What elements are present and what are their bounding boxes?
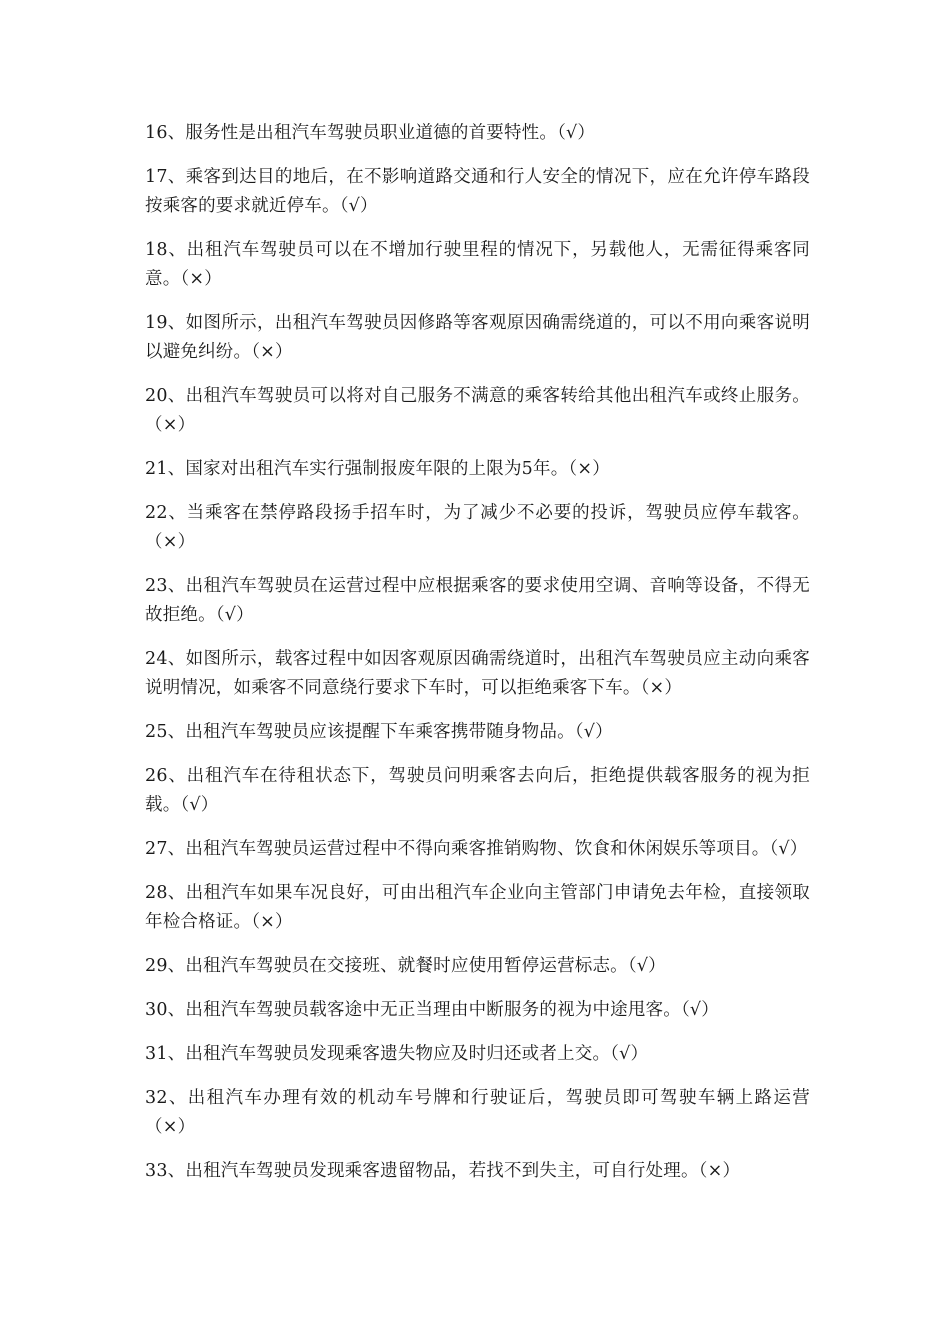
question-27: 27、出租汽车驾驶员运营过程中不得向乘客推销购物、饮食和休闲娱乐等项目。（√） <box>145 839 808 859</box>
question-17: 17、乘客到达目的地后，在不影响道路交通和行人安全的情况下，应在允许停车路段按乘客的要求就近停车。（√） <box>145 167 810 216</box>
question-16: 16、服务性是出租汽车驾驶员职业道德的首要特性。（√） <box>145 123 596 143</box>
question-25: 25、出租汽车驾驶员应该提醒下车乘客携带随身物品。（√） <box>145 722 613 742</box>
question-26: 26、出租汽车在待租状态下，驾驶员问明乘客去向后，拒绝提供载客服务的视为拒载。（√） <box>145 766 810 815</box>
question-24: 24、如图所示，载客过程中如因客观原因确需绕道时，出租汽车驾驶员应主动向乘客说明情况，如乘客不同意绕行要求下车时，可以拒绝乘客下车。（×） <box>145 649 810 698</box>
question-33: 33、出租汽车驾驶员发现乘客遗留物品，若找不到失主，可自行处理。（×） <box>145 1161 741 1181</box>
question-31: 31、出租汽车驾驶员发现乘客遗失物应及时归还或者上交。（√） <box>145 1044 649 1064</box>
question-30: 30、出租汽车驾驶员载客途中无正当理由中断服务的视为中途甩客。（√） <box>145 1000 719 1020</box>
question-21: 21、国家对出租汽车实行强制报废年限的上限为5年。（×） <box>145 459 610 479</box>
question-22: 22、当乘客在禁停路段扬手招车时，为了减少不必要的投诉，驾驶员应停车载客。（×） <box>145 503 810 552</box>
question-list <box>145 119 810 1201</box>
question-18: 18、出租汽车驾驶员可以在不增加行驶里程的情况下，另载他人，无需征得乘客同意。（×） <box>145 240 810 289</box>
question-20: 20、出租汽车驾驶员可以将对自己服务不满意的乘客转给其他出租汽车或终止服务。（×） <box>145 386 810 435</box>
question-32: 32、出租汽车办理有效的机动车号牌和行驶证后，驾驶员即可驾驶车辆上路运营（×） <box>145 1088 810 1137</box>
question-29: 29、出租汽车驾驶员在交接班、就餐时应使用暂停运营标志。（√） <box>145 956 666 976</box>
question-23: 23、出租汽车驾驶员在运营过程中应根据乘客的要求使用空调、音响等设备，不得无故拒绝。（√） <box>145 576 810 625</box>
question-19: 19、如图所示，出租汽车驾驶员因修路等客观原因确需绕道的，可以不用向乘客说明以避免纠纷。（×） <box>145 313 810 362</box>
question-28: 28、出租汽车如果车况良好，可由出租汽车企业向主管部门申请免去年检，直接领取年检合格证。（×） <box>145 883 810 932</box>
